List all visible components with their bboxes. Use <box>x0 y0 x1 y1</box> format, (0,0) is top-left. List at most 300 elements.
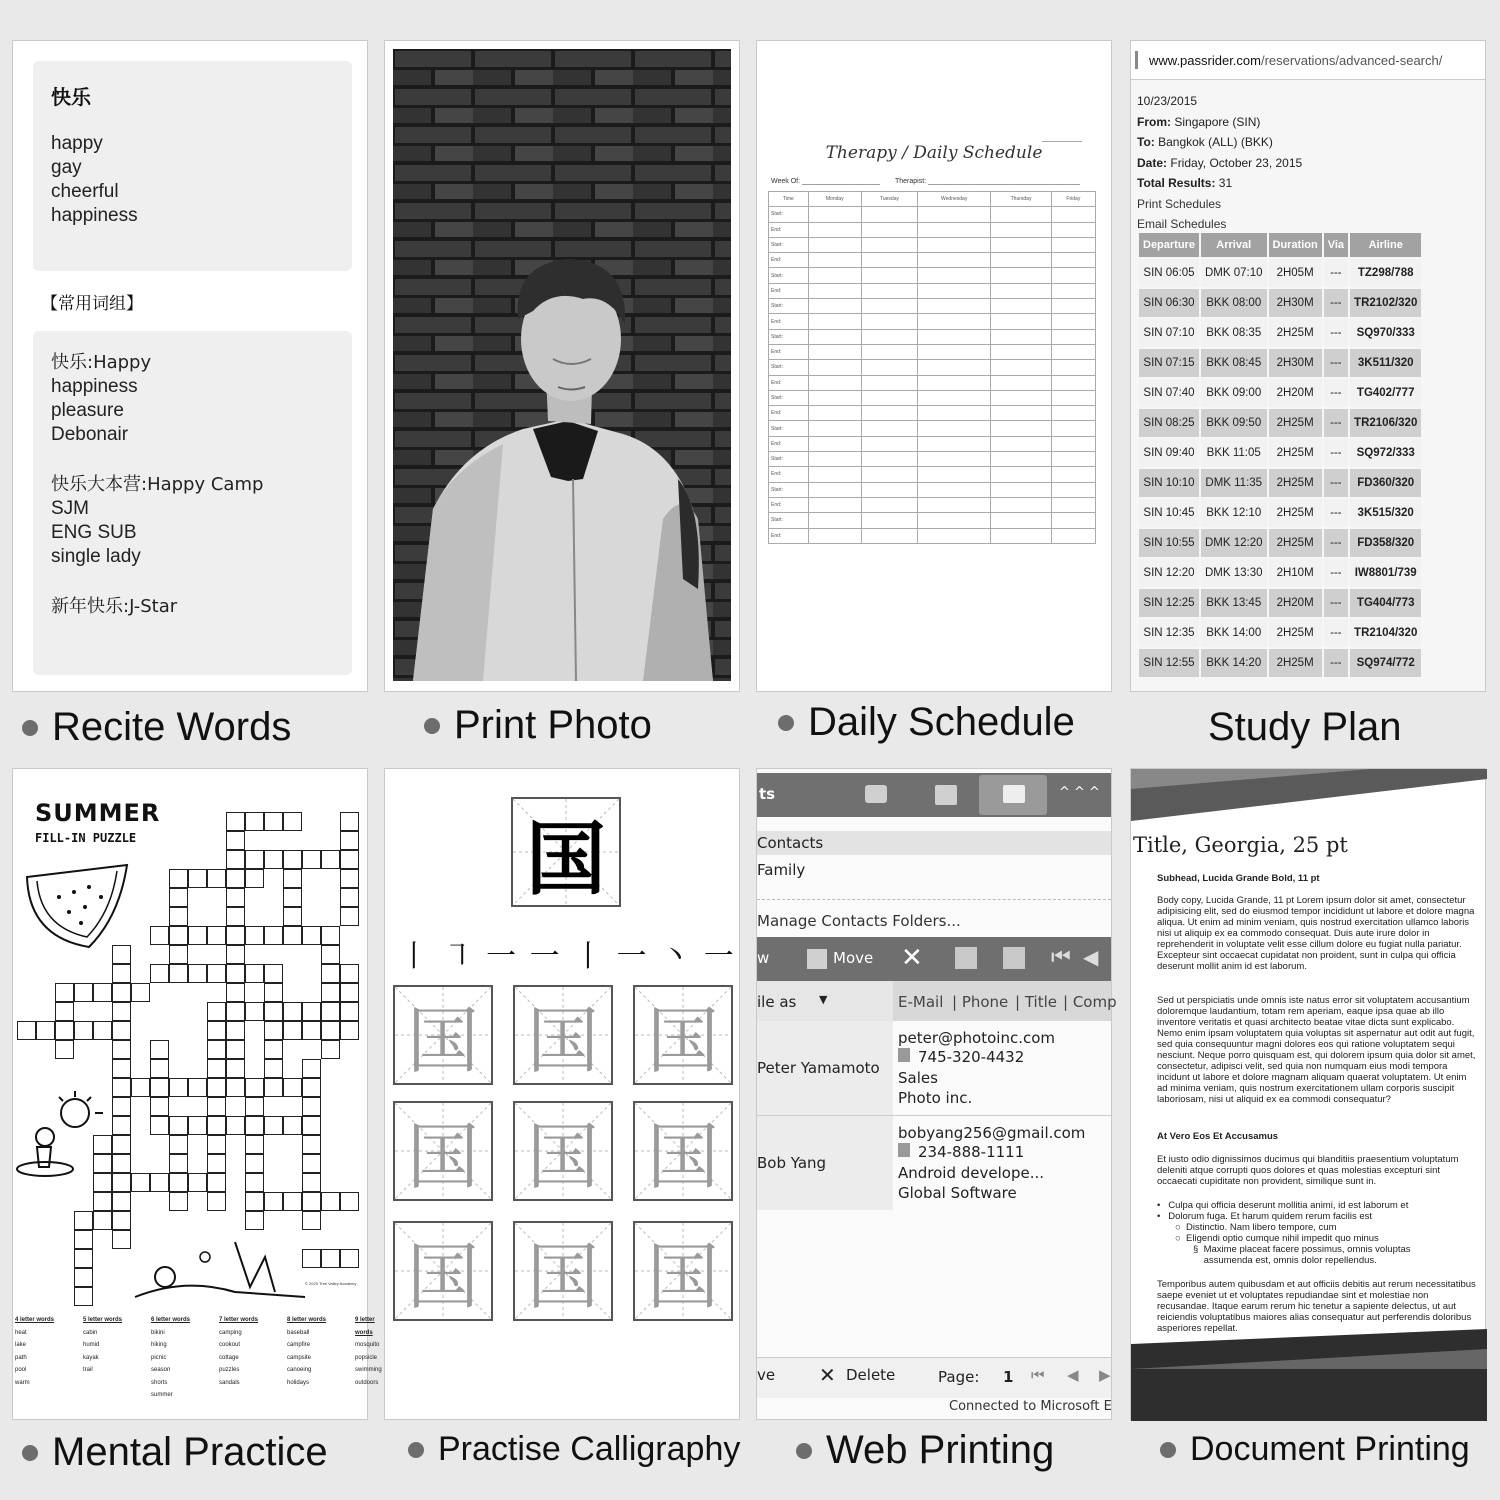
crossword-cell[interactable] <box>264 1192 283 1211</box>
crossword-cell[interactable] <box>207 926 226 945</box>
schedule-cell[interactable] <box>861 375 917 390</box>
crossword-cell[interactable] <box>245 869 264 888</box>
schedule-cell[interactable] <box>918 513 991 528</box>
crossword-cell[interactable] <box>55 1040 74 1059</box>
crossword-cell[interactable] <box>340 1021 359 1040</box>
calligraphy-panel[interactable] <box>384 768 740 1420</box>
schedule-cell[interactable] <box>918 329 991 344</box>
crossword-cell[interactable] <box>226 831 245 850</box>
schedule-cell[interactable] <box>991 528 1051 543</box>
flight-row[interactable] <box>1139 649 1421 677</box>
email-schedules-link[interactable]: Email Schedules <box>1137 217 1227 231</box>
next-page-icon[interactable]: ▶ <box>1099 1366 1111 1384</box>
crossword-cell[interactable] <box>55 1021 74 1040</box>
schedule-cell[interactable] <box>1051 497 1095 512</box>
crossword-cell[interactable] <box>55 983 74 1002</box>
schedule-cell[interactable] <box>1051 467 1095 482</box>
flight-column-header[interactable]: Departure <box>1139 233 1199 257</box>
crossword-cell[interactable] <box>93 1211 112 1230</box>
crossword-cell[interactable] <box>340 869 359 888</box>
crossword-cell[interactable] <box>264 850 283 869</box>
crossword-cell[interactable] <box>302 1059 321 1078</box>
schedule-cell[interactable] <box>861 207 917 222</box>
crossword-cell[interactable] <box>340 850 359 869</box>
schedule-cell[interactable] <box>1051 329 1095 344</box>
schedule-cell[interactable] <box>808 314 861 329</box>
schedule-cell[interactable] <box>918 467 991 482</box>
flight-column-header[interactable]: Arrival <box>1201 233 1267 257</box>
schedule-cell[interactable] <box>808 299 861 314</box>
crossword-cell[interactable] <box>93 983 112 1002</box>
crossword-cell[interactable] <box>340 1002 359 1021</box>
first-page-icon[interactable]: ⏮ <box>1031 1366 1045 1384</box>
flight-column-header[interactable]: Duration <box>1269 233 1322 257</box>
crossword-cell[interactable] <box>302 1097 321 1116</box>
crossword-cell[interactable] <box>188 1116 207 1135</box>
schedule-cell[interactable] <box>861 436 917 451</box>
schedule-cell[interactable] <box>1051 360 1095 375</box>
practice-box[interactable] <box>633 1101 733 1201</box>
schedule-cell[interactable] <box>861 314 917 329</box>
practice-box[interactable] <box>393 985 493 1085</box>
crossword-cell[interactable] <box>283 1002 302 1021</box>
crossword-cell[interactable] <box>74 1021 93 1040</box>
print-icon[interactable] <box>1003 947 1025 969</box>
schedule-cell[interactable] <box>808 375 861 390</box>
flight-column-header[interactable]: Airline <box>1350 233 1421 257</box>
schedule-cell[interactable] <box>861 497 917 512</box>
schedule-cell[interactable] <box>861 467 917 482</box>
crossword-cell[interactable] <box>302 1211 321 1230</box>
print-schedules-link[interactable]: Print Schedules <box>1137 196 1222 211</box>
crossword-cell[interactable] <box>207 1021 226 1040</box>
crossword-cell[interactable] <box>302 1173 321 1192</box>
crossword-cell[interactable] <box>226 1116 245 1135</box>
crossword-cell[interactable] <box>321 1021 340 1040</box>
crossword-cell[interactable] <box>169 1192 188 1211</box>
crossword-cell[interactable] <box>226 1021 245 1040</box>
toolbar-new[interactable]: w <box>757 949 770 967</box>
crossword-cell[interactable] <box>226 926 245 945</box>
crossword-cell[interactable] <box>245 850 264 869</box>
schedule-cell[interactable] <box>918 344 991 359</box>
crossword-cell[interactable] <box>207 1040 226 1059</box>
crossword-cell[interactable] <box>264 1059 283 1078</box>
url-text[interactable]: www.passrider.com/reservations/advanced-search/ <box>1149 53 1443 68</box>
crossword-cell[interactable] <box>245 1135 264 1154</box>
schedule-cell[interactable] <box>1051 268 1095 283</box>
schedule-cell[interactable] <box>861 237 917 252</box>
crossword-cell[interactable] <box>321 926 340 945</box>
crossword-cell[interactable] <box>36 1021 55 1040</box>
crossword-cell[interactable] <box>321 850 340 869</box>
address-bar[interactable] <box>1131 41 1485 80</box>
crossword-cell[interactable] <box>112 1097 131 1116</box>
crossword-cell[interactable] <box>169 926 188 945</box>
crossword-cell[interactable] <box>283 1078 302 1097</box>
schedule-cell[interactable] <box>991 237 1051 252</box>
schedule-cell[interactable] <box>808 253 861 268</box>
crossword-cell[interactable] <box>283 869 302 888</box>
crossword-cell[interactable] <box>207 1116 226 1135</box>
schedule-cell[interactable] <box>1051 406 1095 421</box>
crossword-cell[interactable] <box>150 926 169 945</box>
crossword-cell[interactable] <box>112 1173 131 1192</box>
save-button[interactable]: ve <box>757 1366 776 1384</box>
crossword-cell[interactable] <box>264 983 283 1002</box>
schedule-cell[interactable] <box>861 390 917 405</box>
crossword-cell[interactable] <box>74 1249 93 1268</box>
crossword-cell[interactable] <box>264 1021 283 1040</box>
schedule-cell[interactable] <box>1051 436 1095 451</box>
crossword-cell[interactable] <box>169 907 188 926</box>
crossword-cell[interactable] <box>112 964 131 983</box>
crossword-cell[interactable] <box>112 1135 131 1154</box>
crossword-cell[interactable] <box>245 1211 264 1230</box>
crossword-cell[interactable] <box>93 1192 112 1211</box>
crossword-cell[interactable] <box>302 1078 321 1097</box>
crossword-cell[interactable] <box>112 1116 131 1135</box>
crossword-cell[interactable] <box>207 964 226 983</box>
practice-box[interactable] <box>513 1101 613 1201</box>
schedule-cell[interactable] <box>918 421 991 436</box>
crossword-cell[interactable] <box>226 907 245 926</box>
crossword-cell[interactable] <box>112 983 131 1002</box>
schedule-cell[interactable] <box>991 467 1051 482</box>
schedule-cell[interactable] <box>808 406 861 421</box>
crossword-cell[interactable] <box>207 1002 226 1021</box>
schedule-cell[interactable] <box>991 283 1051 298</box>
crossword-cell[interactable] <box>112 1154 131 1173</box>
crossword-cell[interactable] <box>226 945 245 964</box>
schedule-cell[interactable] <box>808 344 861 359</box>
crossword-cell[interactable] <box>245 1116 264 1135</box>
schedule-cell[interactable] <box>808 207 861 222</box>
schedule-cell[interactable] <box>1051 528 1095 543</box>
crossword-cell[interactable] <box>321 983 340 1002</box>
schedule-cell[interactable] <box>861 528 917 543</box>
schedule-cell[interactable] <box>918 406 991 421</box>
flight-row[interactable] <box>1139 439 1421 467</box>
schedule-cell[interactable] <box>861 283 917 298</box>
crossword-cell[interactable] <box>226 888 245 907</box>
schedule-cell[interactable] <box>861 452 917 467</box>
crossword-cell[interactable] <box>150 1059 169 1078</box>
schedule-cell[interactable] <box>918 452 991 467</box>
delete-icon[interactable]: ✕ <box>819 1363 836 1387</box>
schedule-cell[interactable] <box>991 360 1051 375</box>
schedule-cell[interactable] <box>1051 314 1095 329</box>
crossword-cell[interactable] <box>207 1192 226 1211</box>
schedule-cell[interactable] <box>991 299 1051 314</box>
crossword-cell[interactable] <box>74 1287 93 1306</box>
copy-icon[interactable] <box>955 947 977 969</box>
crossword-cell[interactable] <box>207 1135 226 1154</box>
schedule-cell[interactable] <box>991 421 1051 436</box>
crossword-cell[interactable] <box>283 850 302 869</box>
schedule-cell[interactable] <box>918 360 991 375</box>
schedule-cell[interactable] <box>1051 299 1095 314</box>
schedule-cell[interactable] <box>808 222 861 237</box>
delete-button[interactable]: Delete <box>846 1366 896 1384</box>
crossword-cell[interactable] <box>188 1173 207 1192</box>
crossword-cell[interactable] <box>340 964 359 983</box>
flight-row[interactable] <box>1139 289 1421 317</box>
crossword-cell[interactable] <box>131 1078 150 1097</box>
schedule-cell[interactable] <box>1051 344 1095 359</box>
crossword-cell[interactable] <box>245 964 264 983</box>
crossword-cell[interactable] <box>207 869 226 888</box>
schedule-cell[interactable] <box>1051 513 1095 528</box>
flight-row[interactable] <box>1139 589 1421 617</box>
print-photo-panel[interactable] <box>384 40 740 692</box>
schedule-cell[interactable] <box>991 375 1051 390</box>
crossword-cell[interactable] <box>207 1097 226 1116</box>
schedule-cell[interactable] <box>991 222 1051 237</box>
crossword-cell[interactable] <box>169 1173 188 1192</box>
crossword-cell[interactable] <box>245 926 264 945</box>
schedule-cell[interactable] <box>918 253 991 268</box>
schedule-cell[interactable] <box>861 513 917 528</box>
phone-column-header[interactable]: | Phone <box>952 993 1009 1011</box>
crossword-cell[interactable] <box>188 1078 207 1097</box>
crossword-cell[interactable] <box>112 1078 131 1097</box>
crossword-cell[interactable] <box>321 945 340 964</box>
crossword-cell[interactable] <box>264 1040 283 1059</box>
schedule-cell[interactable] <box>991 344 1051 359</box>
crossword-cell[interactable] <box>150 1116 169 1135</box>
schedule-cell[interactable] <box>1051 207 1095 222</box>
prev-page-icon[interactable]: ◀ <box>1083 945 1099 969</box>
crossword-cell[interactable] <box>302 850 321 869</box>
crossword-cell[interactable] <box>283 812 302 831</box>
crossword-cell[interactable] <box>245 1097 264 1116</box>
crossword-cell[interactable] <box>283 888 302 907</box>
schedule-cell[interactable] <box>1051 375 1095 390</box>
schedule-cell[interactable] <box>808 237 861 252</box>
schedule-cell[interactable] <box>861 482 917 497</box>
crossword-cell[interactable] <box>302 1192 321 1211</box>
schedule-cell[interactable] <box>808 467 861 482</box>
contact-email[interactable]: peter@photoinc.com <box>898 1029 1056 1047</box>
title-column-header[interactable]: | Title <box>1015 993 1057 1011</box>
practice-box[interactable] <box>513 985 613 1085</box>
schedule-cell[interactable] <box>1051 452 1095 467</box>
schedule-cell[interactable] <box>861 253 917 268</box>
crossword-cell[interactable] <box>169 964 188 983</box>
crossword-cell[interactable] <box>131 983 150 1002</box>
daily-schedule-panel[interactable] <box>756 40 1112 692</box>
crossword-cell[interactable] <box>264 964 283 983</box>
first-page-icon[interactable]: ⏮ <box>1051 945 1071 970</box>
flight-row[interactable] <box>1139 379 1421 407</box>
crossword-cell[interactable] <box>245 1173 264 1192</box>
schedule-cell[interactable] <box>991 482 1051 497</box>
crossword-cell[interactable] <box>169 945 188 964</box>
schedule-cell[interactable] <box>991 390 1051 405</box>
crossword-cell[interactable] <box>264 812 283 831</box>
crossword-cell[interactable] <box>302 1021 321 1040</box>
schedule-cell[interactable] <box>808 268 861 283</box>
practice-box[interactable] <box>633 985 733 1085</box>
crossword-cell[interactable] <box>302 1154 321 1173</box>
crossword-cell[interactable] <box>207 1173 226 1192</box>
crossword-cell[interactable] <box>340 1249 359 1268</box>
schedule-cell[interactable] <box>991 253 1051 268</box>
crossword-cell[interactable] <box>74 1211 93 1230</box>
recite-words-panel[interactable] <box>12 40 368 692</box>
schedule-cell[interactable] <box>991 406 1051 421</box>
crossword-cell[interactable] <box>245 812 264 831</box>
schedule-cell[interactable] <box>918 497 991 512</box>
crossword-cell[interactable] <box>226 964 245 983</box>
schedule-cell[interactable] <box>991 207 1051 222</box>
crossword-cell[interactable] <box>112 1059 131 1078</box>
schedule-cell[interactable] <box>861 222 917 237</box>
manage-folders-link[interactable]: Manage Contacts Folders... <box>757 912 961 930</box>
crossword-cell[interactable] <box>188 964 207 983</box>
sort-down-icon[interactable]: ▼ <box>819 993 828 1006</box>
schedule-cell[interactable] <box>1051 237 1095 252</box>
practice-box[interactable] <box>393 1101 493 1201</box>
crossword-cell[interactable] <box>340 831 359 850</box>
schedule-cell[interactable] <box>808 436 861 451</box>
schedule-cell[interactable] <box>861 344 917 359</box>
crossword-cell[interactable] <box>283 1192 302 1211</box>
crossword-cell[interactable] <box>207 1154 226 1173</box>
crossword-cell[interactable] <box>340 1192 359 1211</box>
crossword-cell[interactable] <box>340 907 359 926</box>
schedule-cell[interactable] <box>808 283 861 298</box>
company-column-header[interactable]: | Comp <box>1063 993 1117 1011</box>
calendar-icon[interactable] <box>935 785 957 805</box>
crossword-cell[interactable] <box>340 812 359 831</box>
schedule-cell[interactable] <box>918 390 991 405</box>
flight-row[interactable] <box>1139 409 1421 437</box>
crossword-cell[interactable] <box>264 926 283 945</box>
crossword-cell[interactable] <box>169 888 188 907</box>
crossword-cell[interactable] <box>112 1192 131 1211</box>
crossword-cell[interactable] <box>302 1002 321 1021</box>
web-printing-panel[interactable] <box>756 768 1117 1420</box>
schedule-cell[interactable] <box>1051 421 1095 436</box>
schedule-cell[interactable] <box>808 390 861 405</box>
schedule-cell[interactable] <box>861 421 917 436</box>
practice-box[interactable] <box>513 1221 613 1321</box>
contact-name[interactable]: Peter Yamamoto <box>757 1059 880 1077</box>
crossword-cell[interactable] <box>245 1078 264 1097</box>
schedule-cell[interactable] <box>808 513 861 528</box>
crossword-cell[interactable] <box>245 1002 264 1021</box>
schedule-cell[interactable] <box>918 436 991 451</box>
crossword-cell[interactable] <box>150 1040 169 1059</box>
crossword-cell[interactable] <box>321 964 340 983</box>
crossword-cell[interactable] <box>302 926 321 945</box>
crossword-cell[interactable] <box>264 1116 283 1135</box>
schedule-cell[interactable] <box>808 452 861 467</box>
crossword-cell[interactable] <box>226 812 245 831</box>
crossword-cell[interactable] <box>74 983 93 1002</box>
schedule-cell[interactable] <box>918 299 991 314</box>
mental-practice-panel[interactable] <box>12 768 382 1420</box>
schedule-cell[interactable] <box>918 268 991 283</box>
schedule-cell[interactable] <box>991 314 1051 329</box>
crossword-cell[interactable] <box>302 1135 321 1154</box>
schedule-cell[interactable] <box>918 207 991 222</box>
schedule-cell[interactable] <box>991 497 1051 512</box>
crossword-cell[interactable] <box>226 869 245 888</box>
crossword-cell[interactable] <box>112 1040 131 1059</box>
flight-row[interactable] <box>1139 529 1421 557</box>
flight-row[interactable] <box>1139 469 1421 497</box>
delete-x-icon[interactable]: ✕ <box>901 943 923 973</box>
contact-email[interactable]: bobyang256@gmail.com <box>898 1124 1086 1142</box>
schedule-cell[interactable] <box>918 482 991 497</box>
crossword-cell[interactable] <box>226 1040 245 1059</box>
crossword-cell[interactable] <box>169 1078 188 1097</box>
flight-column-header[interactable]: Via <box>1324 233 1348 257</box>
schedule-cell[interactable] <box>918 375 991 390</box>
schedule-cell[interactable] <box>808 528 861 543</box>
crossword-cell[interactable] <box>188 926 207 945</box>
document-printing-panel[interactable] <box>1130 768 1486 1420</box>
crossword-cell[interactable] <box>169 1116 188 1135</box>
crossword-cell[interactable] <box>150 1097 169 1116</box>
crossword-cell[interactable] <box>131 1173 150 1192</box>
crossword-cell[interactable] <box>74 1268 93 1287</box>
crossword-cell[interactable] <box>93 1021 112 1040</box>
schedule-cell[interactable] <box>991 452 1051 467</box>
folder-family[interactable]: Family <box>757 861 806 879</box>
schedule-cell[interactable] <box>808 497 861 512</box>
schedule-cell[interactable] <box>1051 482 1095 497</box>
crossword-cell[interactable] <box>226 1002 245 1021</box>
crossword-cell[interactable] <box>245 1192 264 1211</box>
contact-name[interactable]: Bob Yang <box>757 1154 827 1172</box>
flight-row[interactable] <box>1139 499 1421 527</box>
crossword-cell[interactable] <box>207 1078 226 1097</box>
crossword-cell[interactable] <box>169 1135 188 1154</box>
crossword-cell[interactable] <box>169 869 188 888</box>
crossword-cell[interactable] <box>283 1116 302 1135</box>
schedule-cell[interactable] <box>861 299 917 314</box>
crossword-cell[interactable] <box>74 1230 93 1249</box>
crossword-cell[interactable] <box>112 945 131 964</box>
crossword-cell[interactable] <box>321 1192 340 1211</box>
crossword-cell[interactable] <box>150 1078 169 1097</box>
flight-row[interactable] <box>1139 349 1421 377</box>
schedule-cell[interactable] <box>808 421 861 436</box>
crossword-cell[interactable] <box>150 964 169 983</box>
crossword-cell[interactable] <box>283 1021 302 1040</box>
schedule-cell[interactable] <box>861 406 917 421</box>
practice-box[interactable] <box>393 1221 493 1321</box>
crossword-cell[interactable] <box>321 1040 340 1059</box>
crossword-cell[interactable] <box>283 907 302 926</box>
schedule-cell[interactable] <box>918 283 991 298</box>
crossword-cell[interactable] <box>17 1021 36 1040</box>
crossword-cell[interactable] <box>188 869 207 888</box>
schedule-cell[interactable] <box>991 436 1051 451</box>
mail-icon[interactable] <box>865 785 887 803</box>
schedule-cell[interactable] <box>918 528 991 543</box>
schedule-cell[interactable] <box>1051 283 1095 298</box>
crossword-cell[interactable] <box>226 983 245 1002</box>
crossword-cell[interactable] <box>112 1002 131 1021</box>
move-button[interactable]: Move <box>833 949 874 967</box>
schedule-cell[interactable] <box>861 268 917 283</box>
schedule-cell[interactable] <box>1051 253 1095 268</box>
